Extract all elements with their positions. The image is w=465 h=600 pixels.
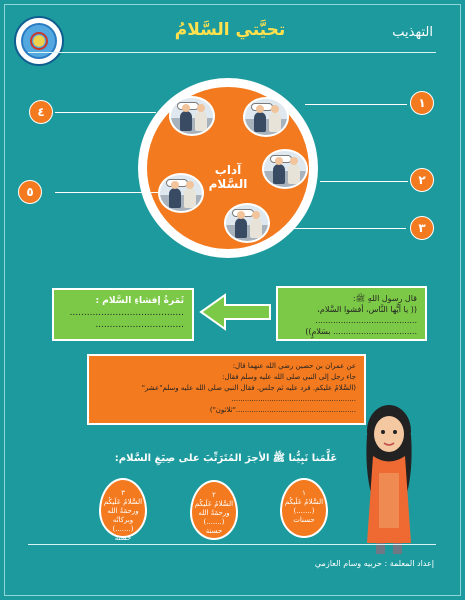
drop-2-line-1: السَّلامُ عَلَيكُم	[194, 500, 234, 508]
reward-drop-1	[280, 478, 328, 538]
drop-2-line-3: (.......)	[203, 518, 225, 526]
footer-divider	[28, 544, 436, 545]
subject-label: التهذيب	[392, 25, 433, 40]
connector-line-2	[320, 181, 408, 182]
fruit-box-heading: ثَمَرةُ إفشاءِ السَّلام :	[95, 296, 184, 306]
connector-line-5	[55, 192, 158, 193]
hadith-line-4: ................................. بسَلامٍ))	[305, 327, 417, 336]
badge-5: ٥	[18, 180, 42, 204]
school-logo	[14, 16, 64, 66]
drop-3-line-1: السَّلامُ عَلَيكُم	[103, 498, 143, 506]
hadith-box	[276, 286, 427, 341]
reward-drop-2	[190, 480, 238, 540]
badge-2: ٢	[410, 168, 434, 192]
story-line-2: جاء رجل إلى النبي صلى الله عليه وسلم فقال:	[222, 373, 356, 381]
circle-title: آداب السَّلام	[208, 163, 248, 191]
drop-3-line-3: (.......)	[112, 525, 134, 533]
drop-2-number: ٢	[212, 491, 216, 499]
drop-3-number: ٣	[121, 489, 125, 497]
drop-2-line-2: ورحمَةُ الله	[198, 509, 230, 517]
connector-line-1	[305, 104, 407, 105]
page-title: تحيَّتي السَّلامُ	[174, 20, 286, 40]
drop-2-line-4: حسنة	[205, 527, 223, 535]
reward-heading: عَلَّمَنا نَبِيُّنا ﷺ الأجرَ المُتَرَتِّبَ على صِيَغِ السَّلام:	[114, 453, 338, 464]
scene-image-bottom-right	[224, 203, 270, 243]
drop-1-number: ١	[302, 489, 306, 497]
badge-4: ٤	[29, 100, 53, 124]
reward-drop-3	[99, 478, 147, 542]
drop-3-line-2: ورحمَةُ الله وبركاتُه	[107, 507, 139, 524]
story-line-4: ........................................................	[231, 395, 356, 403]
left-arrow-icon	[199, 293, 272, 331]
author-credit: إعداد المعلمة : حربيه وسام العازمي	[314, 559, 434, 568]
hadith-line-1: قال رسول اللهِ ﷺ:	[352, 294, 417, 303]
scene-image-top-left	[169, 96, 215, 136]
header-divider	[28, 52, 436, 53]
scene-image-right	[262, 149, 308, 189]
hadith-line-2: (( يا أيُّها النَّاس، أفشوا السَّلام،	[317, 305, 417, 314]
drop-1-line-2: (.......)	[293, 507, 315, 515]
drop-1-line-1: السَّلامُ عَلَيكُم	[284, 498, 324, 506]
hadith-story-box	[87, 354, 366, 425]
story-line-5: ......................................................"ثلاثون")	[209, 406, 356, 414]
story-line-1: عن عمران بن حصين رضي الله عنهما قال:	[232, 362, 356, 370]
hadith-line-3: ........................................	[315, 316, 417, 325]
drop-3-line-4: حسنة	[114, 534, 132, 542]
drop-1-line-3: حسنات	[293, 516, 315, 524]
connector-line-3	[282, 228, 406, 229]
etiquette-circle	[138, 78, 318, 258]
badge-3: ٣	[410, 216, 434, 240]
story-line-3: (السَّلامُ عليكم. فرد عليه ثم جلس. فقال النبي صلى الله عليه وسلم"عشر"	[141, 384, 356, 392]
connector-line-4	[55, 112, 156, 113]
fruit-box-blank-1: ........................................	[69, 308, 184, 318]
scene-image-top-right	[243, 97, 289, 137]
badge-1: ١	[410, 91, 434, 115]
scene-image-left	[158, 173, 204, 213]
girl-character-illustration	[360, 401, 418, 556]
fruit-box-blank-2: ...............................	[95, 320, 184, 330]
fruit-of-salam-box	[52, 288, 194, 341]
